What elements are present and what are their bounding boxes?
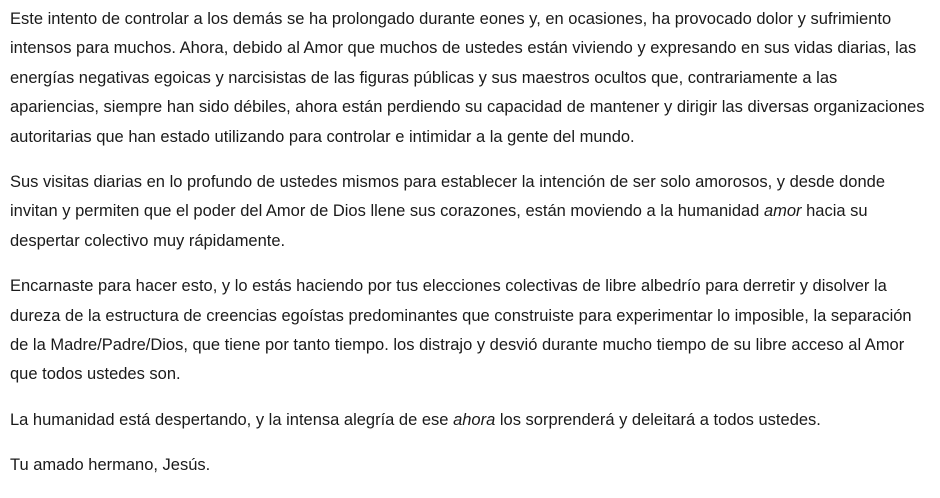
paragraph-text: los sorprenderá y deleitará a todos ustedes. — [495, 410, 821, 429]
paragraph-control: Este intento de controlar a los demás se ha prolongado durante eones y, en ocasiones, ha provocado dolor y sufrimiento intensos para muchos. Ahora, debido al Amor que muchos de ustedes están viviendo y expresando en sus vidas diarias, las energías negativas egoicas y narcisistas de las figuras públicas y sus maestros ocultos que, contrariamente a las apariencias, siempre han sido débiles, ahora están perdiendo su capacidad de mantener y dirigir las diversas organizaciones autoritarias que han estado utilizando para controlar e intimidar a la gente del mundo. — [10, 10, 925, 146]
signature-line: Tu amado hermano, Jesús. — [10, 456, 211, 475]
paragraph-text: La humanidad está despertando, y la intensa alegría de ese — [10, 410, 454, 429]
emphasis-word: ahora — [453, 410, 496, 429]
paragraph-incarnation: Encarnaste para hacer esto, y lo estás haciendo por tus elecciones colectivas de libre albedrío para derretir y disolver la dureza de la estructura de creencias egoístas predominantes que construiste para experimentar lo imposible, la separación de la Madre/Padre/Dios, que tiene por tanto tiempo. los distrajo y desvió durante mucho tiempo de su libre acceso al Amor que todos ustedes son. — [10, 277, 912, 384]
emphasis-word: amor — [763, 202, 802, 221]
paragraph-text: Sus visitas diarias en lo profundo de ustedes mismos para establecer la intención de ser solo amorosos, y desde donde invitan y permiten que el poder del Amor de Dios llene sus corazones, están moviendo a la humanidad — [10, 173, 885, 221]
paragraph-awakening — [10, 406, 930, 435]
paragraph-text: hacia su despertar colectivo muy rápidamente. — [10, 202, 868, 250]
paragraph-daily-visits — [10, 168, 930, 256]
